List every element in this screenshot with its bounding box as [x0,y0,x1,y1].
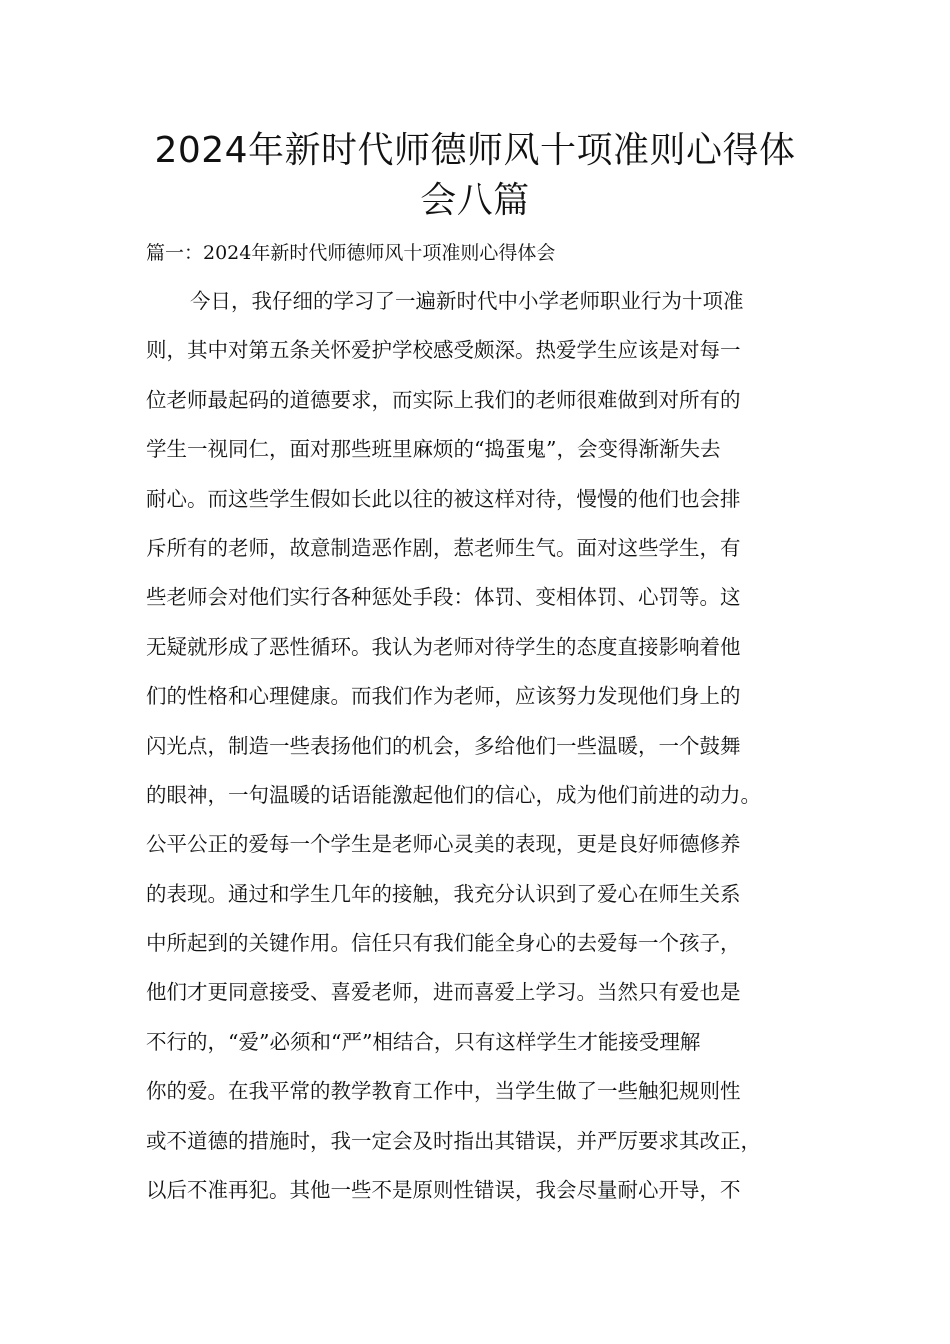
document-title [120,126,830,226]
body-line: 中所起到的关键作用。信任只有我们能全身心的去爱每一个孩子， [146,931,741,956]
body-line: 斥所有的老师，故意制造恶作剧，惹老师生气。面对这些学生，有 [146,535,741,560]
body-line: 今日，我仔细的学习了一遍新时代中小学老师职业行为十项准 [190,289,744,313]
body-line: 们的性格和心理健康。而我们作为老师，应该努力发现他们身上的 [146,684,741,709]
body-line: 的眼神，一句温暖的话语能激起他们的信心，成为他们前进的动力。 [146,782,761,807]
body-line: 学生一视同仁，面对那些班里麻烦的“捣蛋鬼”，会变得渐渐失去 [146,437,721,462]
body-line: 他们才更同意接受、喜爱老师，进而喜爱上学习。当然只有爱也是 [146,980,741,1005]
body-line: 些老师会对他们实行各种惩处手段：体罚、变相体罚、心罚等。这 [146,585,741,610]
body-line: 则，其中对第五条关怀爱护学校感受颇深。热爱学生应该是对每一 [146,338,741,363]
body-line: 位老师最起码的道德要求，而实际上我们的老师很难做到对所有的 [146,387,741,412]
title-line: 2024年新时代师德师风十项准则心得体 [154,130,796,171]
body-line: 以后不准再犯。其他一些不是原则性错误，我会尽量耐心开导，不 [146,1178,741,1203]
section-heading: 篇一：2024年新时代师德师风十项准则心得体会 [146,242,556,264]
body-line: 不行的，“爱”必须和“严”相结合，只有这样学生才能接受理解 [146,1029,701,1054]
body-paragraph [146,282,826,1220]
body-line: 的表现。通过和学生几年的接触，我充分认识到了爱心在师生关系 [146,881,741,906]
body-line: 你的爱。在我平常的教学教育工作中，当学生做了一些触犯规则性 [146,1079,741,1104]
body-line: 耐心。而这些学生假如长此以往的被这样对待，慢慢的他们也会排 [146,486,741,511]
title-line: 会八篇 [420,180,530,221]
body-line: 无疑就形成了恶性循环。我认为老师对待学生的态度直接影响着他 [146,634,741,659]
body-line: 公平公正的爱每一个学生是老师心灵美的表现，更是良好师德修养 [146,832,741,857]
body-line: 或不道德的措施时，我一定会及时指出其错误，并严厉要求其改正， [146,1128,761,1153]
body-line: 闪光点，制造一些表扬他们的机会，多给他们一些温暖，一个鼓舞 [146,733,741,758]
